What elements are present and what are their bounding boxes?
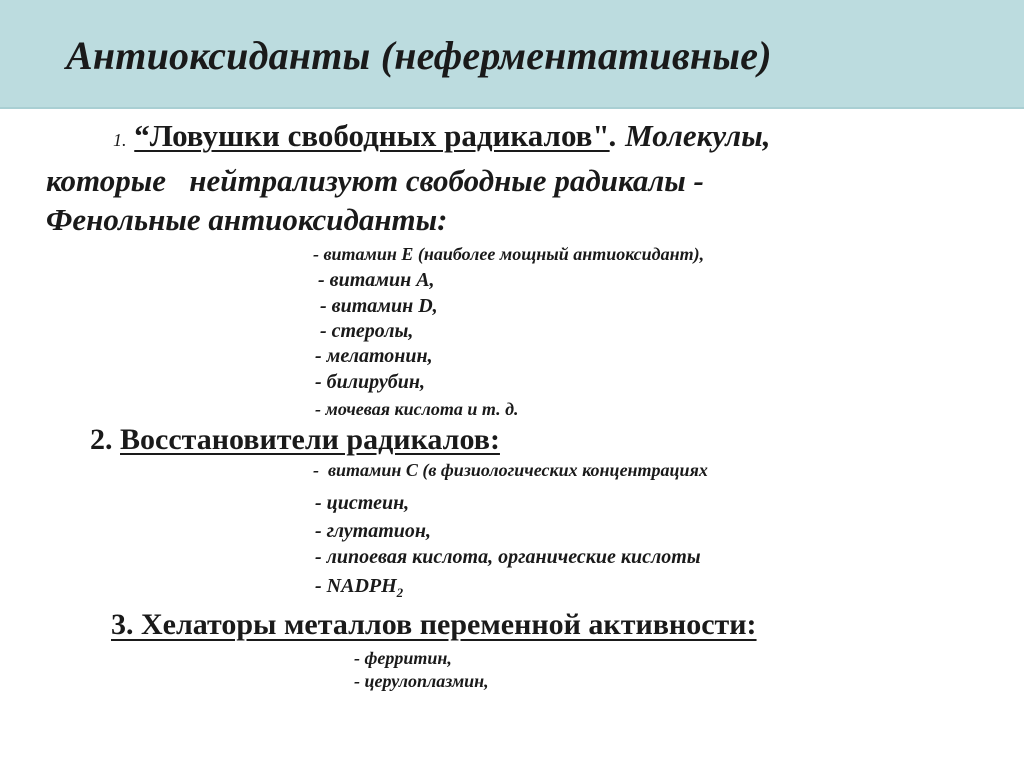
section-2-number: 2. [90, 423, 113, 456]
section-1-number: 1. [113, 130, 127, 150]
section-2-heading: Восстановители радикалов: [120, 423, 500, 456]
list-item: - глутатион, [315, 520, 431, 542]
list-item: - мелатонин, [315, 345, 433, 367]
section-3-heading-row [111, 608, 757, 642]
list-item: - витамин D, [320, 295, 438, 317]
list-item: - витамин С (в физиологических концентрациях [313, 460, 708, 480]
nadph-subscript: 2 [396, 585, 404, 600]
section-1-heading: “Ловушки свободных радикалов" [134, 118, 610, 153]
list-item: - стеролы, [320, 320, 414, 342]
section-1-line-2: которые нейтрализуют свободные радикалы - [46, 163, 704, 198]
list-item: - билирубин, [315, 371, 425, 393]
list-item: - витамин Е (наиболее мощный антиоксидант), [313, 244, 705, 264]
section-1-line-1 [113, 118, 770, 154]
list-item: - витамин А, [318, 269, 435, 291]
list-item: - мочевая кислота и т. д. [315, 399, 519, 419]
title-bar [0, 0, 1024, 109]
section-3-number: 3. [111, 608, 134, 641]
section-1-heading-tail: . Молекулы, [609, 118, 771, 153]
list-item: - липоевая кислота, органические кислоты [315, 546, 701, 568]
section-1-line-3: Фенольные антиоксиданты: [46, 202, 448, 237]
nadph-item [315, 575, 403, 601]
list-item: - ферритин, [354, 648, 452, 668]
section-3-heading: Хелаторы металлов переменной активности: [141, 608, 757, 641]
list-item: - церулоплазмин, [354, 671, 489, 691]
list-item: - цистеин, [315, 492, 410, 514]
nadph-label: - NADPH [315, 575, 397, 597]
slide-title: Антиоксиданты (неферментативные) [66, 33, 772, 78]
section-2-heading-row [90, 423, 500, 457]
